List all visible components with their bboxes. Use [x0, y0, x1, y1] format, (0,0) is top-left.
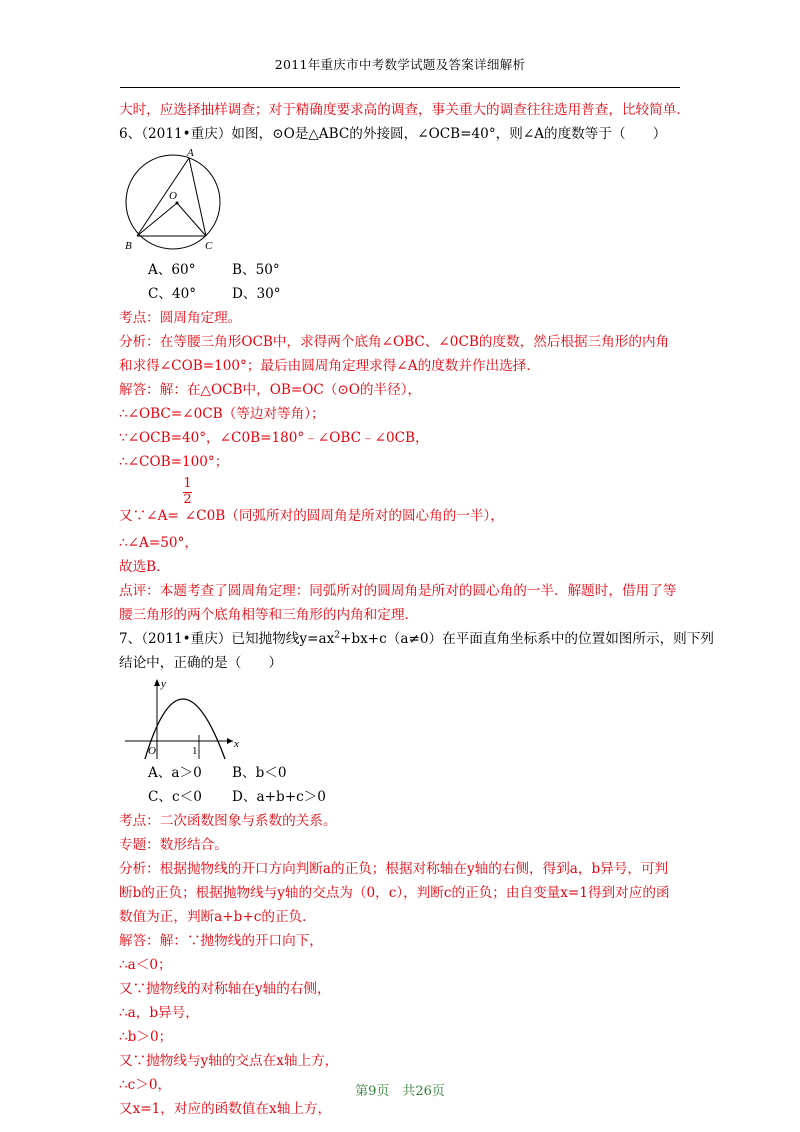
page-header-title: 2011年重庆市中考数学试题及答案详细解析	[274, 57, 526, 72]
fraction-half	[183, 477, 192, 507]
q7-option-c: C、c＜0	[148, 789, 202, 805]
origin-label: O	[148, 745, 156, 757]
q7-figure	[119, 675, 681, 761]
q6-figure	[119, 146, 681, 258]
q7-answer-3: 又∵抛物线的对称轴在y轴的右侧，	[119, 981, 331, 997]
q6-options-row-2	[119, 282, 681, 306]
fraction-numerator: 1	[183, 476, 192, 491]
q6-answer-5-start: 又∵∠A=	[119, 508, 179, 524]
q6-answer-5-end: ∠C0B（同弧所对的圆周角是所对的圆心角的一半），	[184, 508, 504, 524]
vertex-label-a: A	[187, 147, 194, 159]
q6-option-a: A、60°	[148, 262, 196, 278]
q6-option-d: D、30°	[232, 286, 281, 302]
tick-label-one: 1	[192, 745, 198, 757]
q7-stem-exponent: 2	[334, 630, 340, 641]
q6-analysis-2: 和求得∠COB=100°；最后由圆周角定理求得∠A的度数并作出选择．	[119, 358, 540, 374]
q6-analysis-1: 分析：在等腰三角形OCB中，求得两个底角∠OBC、∠0CB的度数，然后根据三角形的内角	[119, 334, 670, 350]
q6-answer-1: 解答：解：在△OCB中，OB=OC（⊙O的半径），	[119, 382, 422, 398]
q7-answer-2: ∴a＜0；	[119, 957, 172, 973]
q7-analysis-3: 数值为正，判断a+b+c的正负．	[119, 909, 316, 925]
q7-analysis-1: 分析：根据抛物线的开口方向判断a的正负；根据对称轴在y轴的右侧，得到a，b异号，可判	[119, 861, 669, 877]
q7-answer-4: ∴a，b异号，	[119, 1005, 199, 1021]
prev-solution-tail: 大时，应选择抽样调查；对于精确度要求高的调查，事关重大的调查往往选用普查，比较简单．	[119, 102, 690, 118]
q7-stem-1a: 7、（2011•重庆）已知抛物线y=ax	[119, 631, 335, 647]
q7-options-row-1	[119, 761, 681, 785]
q7-answer-6: 又∵抛物线与y轴的交点在x轴上方，	[119, 1053, 339, 1069]
q7-option-a: A、a＞0	[148, 765, 202, 781]
q7-zhuanti: 专题：数形结合。	[119, 837, 228, 853]
q7-option-d: D、a+b+c＞0	[232, 789, 326, 805]
q7-answer-5: ∴b＞0；	[119, 1029, 173, 1045]
q6-stem: 6、（2011•重庆）如图，⊙O是△ABC的外接圆，∠OCB=40°，则∠A的度数等于（ ）	[119, 126, 667, 142]
q7-analysis-2: 断b的正负；根据抛物线与y轴的交点为（0，c），判断c的正负；由自变量x=1得到对应的函	[119, 885, 670, 901]
q7-answer-7: ∴c＞0，	[119, 1077, 172, 1093]
q6-answer-4: ∴∠COB=100°；	[119, 454, 229, 470]
q6-comment-1: 点评：本题考查了圆周角定理：同弧所对的圆周角是所对的圆心角的一半．解题时，借用了等	[119, 583, 677, 599]
q6-option-b: B、50°	[232, 262, 280, 278]
q6-comment-2: 腰三角形的两个底角相等和三角形的内角和定理．	[119, 607, 419, 623]
header-divider	[120, 87, 680, 88]
vertex-label-b: B	[125, 240, 132, 252]
q7-stem-2: 结论中，正确的是（ ）	[119, 655, 283, 671]
q7-answer-8: 又x=1，对应的函数值在x轴上方，	[119, 1101, 332, 1117]
document-body	[119, 98, 714, 1121]
q6-answer-6: ∴∠A=50°，	[119, 535, 198, 551]
q7-option-b: B、b＜0	[232, 765, 287, 781]
q6-answer-3: ∵∠OCB=40°，∠C0B=180°﹣∠OBC﹣∠0CB，	[119, 430, 429, 446]
q6-option-c: C、40°	[148, 286, 197, 302]
x-axis-label: x	[234, 738, 239, 750]
vertex-label-c: C	[205, 240, 213, 252]
y-axis-label: y	[161, 678, 166, 690]
q6-options-row-1	[119, 258, 681, 282]
q6-answer-7: 故选B．	[119, 559, 170, 575]
q6-answer-2: ∴∠OBC=∠0CB（等边对等角）；	[119, 406, 325, 422]
parabola-graph	[121, 675, 251, 761]
q6-answer-5-fraction	[119, 474, 681, 529]
q7-options-row-2	[119, 785, 681, 809]
q7-answer-1: 解答：解：∵抛物线的开口向下，	[119, 933, 323, 949]
fraction-denominator: 2	[183, 492, 192, 507]
center-label-o: O	[169, 190, 177, 202]
q7-stem-1b: +bx+c（a≠0）在平面直角坐标系中的位置如图所示，则下列	[339, 631, 714, 647]
q7-kaodian: 考点：二次函数图象与系数的关系。	[119, 813, 337, 829]
q6-answer-5	[119, 504, 504, 528]
page-footer-number: 第9页 共26页	[355, 1084, 445, 1099]
circle-triangle-diagram	[121, 146, 231, 256]
q7-stem-1	[119, 627, 714, 651]
q6-kaodian: 考点：圆周角定理。	[119, 310, 242, 326]
